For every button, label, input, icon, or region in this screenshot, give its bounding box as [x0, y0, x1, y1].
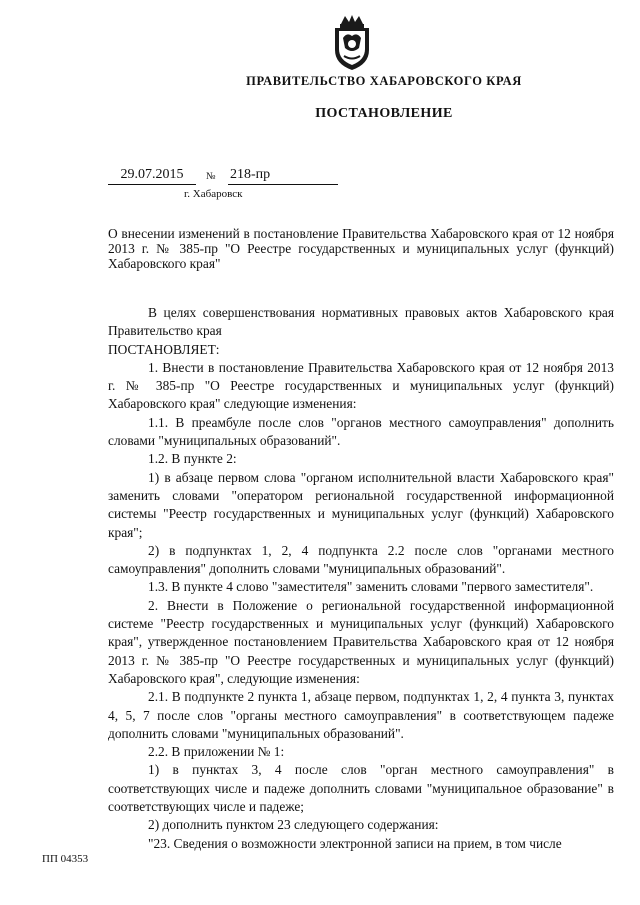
date-number-block	[108, 167, 333, 207]
paragraph: "23. Сведения о возможности электронной записи на прием, в том числе	[148, 835, 562, 851]
paragraph: 1.2. В пункте 2:	[148, 451, 237, 467]
document-date: 29.07.2015	[108, 167, 196, 185]
coat-of-arms-icon	[329, 14, 375, 72]
government-name: ПРАВИТЕЛЬСТВО ХАБАРОВСКОГО КРАЯ	[246, 74, 522, 88]
document-type: ПОСТАНОВЛЕНИЕ	[315, 106, 453, 121]
document-body	[108, 304, 614, 853]
paragraph: 1.3. В пункте 4 слово "заместителя" заменить словами "первого заместителя".	[148, 579, 594, 595]
document-number: 218-пр	[228, 167, 338, 185]
paragraph: 2.1. В подпункте 2 пункта 1, абзаце первом, подпунктах 1, 2, 4 пункта 3, пунктах 4, 5, 7 после слов "органы местного самоуправления" в соответствующем падеже дополнить словами "муниципальных образований".	[108, 689, 614, 741]
paragraph: 1.1. В преамбуле после слов "органов местного самоуправления" дополнить словами "муниципальных образований".	[108, 414, 614, 449]
footer-code: ПП 04353	[42, 853, 89, 865]
paragraph-resolves: ПОСТАНОВЛЯЕТ:	[108, 341, 220, 357]
paragraph: 1) в абзаце первом слова "органом исполнительной власти Хабаровского края" заменить словами "оператором региональной государственной информационной системы "Реестр государственных и муниципальных услуг (функций) Хабаровского края";	[108, 469, 614, 540]
paragraph: 2) дополнить пунктом 23 следующего содержания:	[148, 817, 439, 833]
paragraph: 1) в пунктах 3, 4 после слов "орган местного самоуправления" в соответствующих числе и падеже дополнить словами "муниципальное образование" в соответствующих числе и падеже;	[108, 762, 614, 815]
paragraph: 2.2. В приложении № 1:	[148, 744, 285, 760]
document-subject: О внесении изменений в постановление Правительства Хабаровского края от 12 ноября 2013 г. № 385-пр "О Реестре государственных и муниципальных услуг (функций) Хабаровского края"	[108, 226, 614, 272]
paragraph: 1. Внести в постановление Правительства Хабаровского края от 12 ноября 2013 г. № 385-пр "О Реестре государственных и муниципальных услуг (функций) Хабаровского края" следующие изменения:	[108, 359, 614, 412]
city: г. Хабаровск	[184, 188, 243, 200]
paragraph: 2) в подпунктах 1, 2, 4 подпункта 2.2 после слов "органами местного самоуправления" дополнить словами "муниципальных образований".	[108, 542, 614, 577]
paragraph: 2. Внести в Положение о региональной государственной информационной системе "Реестр государственных и муниципальных услуг (функций) Хабаровского края", утвержденное постановлением Правительства Хабаровского края от 12 ноября 2013 г. № 385-пр "О Реестре государственных и муниципальных услуг (функций) Хабаровского края", следующие изменения:	[108, 597, 614, 686]
number-sign: №	[206, 171, 216, 182]
paragraph: В целях совершенствования нормативных правовых актов Хабаровского края Правительство края	[108, 305, 614, 339]
